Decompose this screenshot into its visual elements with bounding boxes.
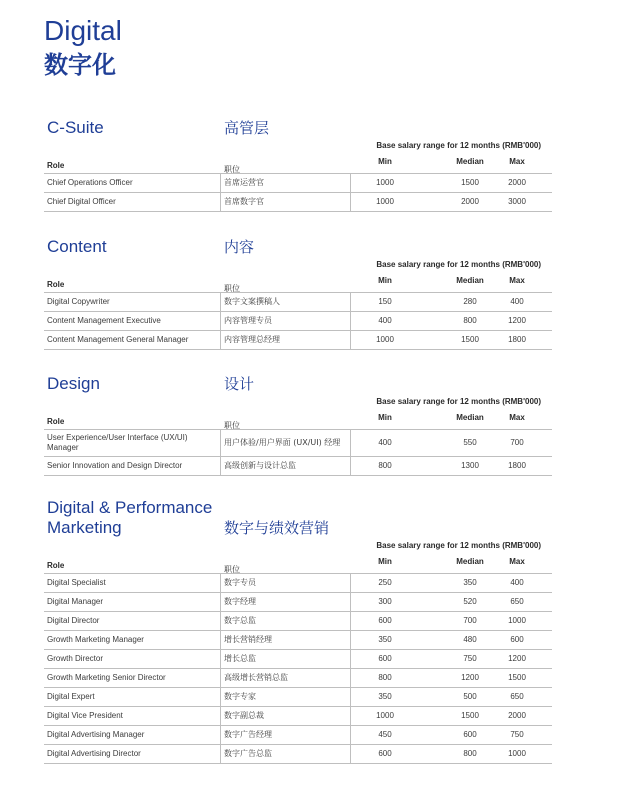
section-title-en: Content [47, 237, 107, 256]
salary-min: 150 [378, 297, 392, 306]
role-name-zh: 增长营销经理 [224, 635, 272, 644]
table-row [44, 707, 552, 726]
salary-median: 700 [463, 616, 477, 625]
column-divider [220, 430, 221, 456]
header-min: Min [378, 413, 392, 422]
column-divider [220, 293, 221, 311]
salary-min: 600 [378, 616, 392, 625]
column-divider [220, 331, 221, 349]
salary-range-label: Base salary range for 12 months (RMB'000) [376, 141, 541, 150]
section-heading [44, 118, 552, 138]
salary-median: 750 [463, 654, 477, 663]
column-divider [220, 193, 221, 211]
salary-median: 350 [463, 578, 477, 587]
role-name: Digital Advertising Director [47, 749, 141, 758]
header-max: Max [509, 157, 525, 166]
table-row [44, 293, 552, 312]
role-name: Senior Innovation and Design Director [47, 461, 183, 470]
table-row [44, 726, 552, 745]
role-name: Digital Specialist [47, 578, 106, 587]
salary-min: 250 [378, 578, 392, 587]
header-role-zh: 职位 [224, 421, 240, 430]
table-row [44, 612, 552, 631]
table-header [44, 559, 552, 574]
salary-max: 2000 [508, 178, 526, 187]
header-max: Max [509, 557, 525, 566]
header-median: Median [456, 557, 484, 566]
salary-max: 3000 [508, 197, 526, 206]
section-heading [44, 498, 552, 538]
section-title-zh: 内容 [224, 238, 255, 256]
salary-max: 1800 [508, 461, 526, 470]
salary-max: 400 [510, 578, 524, 587]
salary-median: 1500 [461, 178, 479, 187]
salary-max: 700 [510, 438, 524, 447]
role-name-zh: 高级创新与设计总监 [224, 461, 296, 470]
salary-max: 400 [510, 297, 524, 306]
table-row [44, 669, 552, 688]
table-row [44, 745, 552, 764]
salary-min: 350 [378, 692, 392, 701]
table-row [44, 631, 552, 650]
role-name: Digital Director [47, 616, 100, 625]
salary-max: 1000 [508, 616, 526, 625]
salary-median: 280 [463, 297, 477, 306]
role-name: Growth Director [47, 654, 104, 663]
table-header [44, 415, 552, 430]
header-role: Role [47, 161, 65, 170]
header-min: Min [378, 557, 392, 566]
salary-max: 2000 [508, 711, 526, 720]
table-row [44, 174, 552, 193]
salary-min: 600 [378, 749, 392, 758]
page-title [44, 15, 122, 81]
header-median: Median [456, 413, 484, 422]
header-min: Min [378, 276, 392, 285]
table-row [44, 457, 552, 476]
role-name: User Experience/User Interface (UX/UI) Manager [47, 433, 188, 452]
role-name: Digital Manager [47, 597, 104, 606]
role-name-zh: 数字副总裁 [224, 711, 264, 720]
salary-median: 480 [463, 635, 477, 644]
salary-max: 600 [510, 635, 524, 644]
table-rows [44, 430, 552, 476]
table-header [44, 159, 552, 174]
role-name-zh: 内容管理专员 [224, 316, 272, 325]
section-title-en: Digital & Performance Marketing [47, 498, 213, 537]
role-name-zh: 增长总监 [224, 654, 256, 663]
role-name-zh: 数字文案撰稿人 [224, 297, 280, 306]
role-name-zh: 高级增长营销总监 [224, 673, 288, 682]
salary-range-label: Base salary range for 12 months (RMB'000) [376, 541, 541, 550]
salary-range-label: Base salary range for 12 months (RMB'000) [376, 397, 541, 406]
salary-min: 800 [378, 673, 392, 682]
salary-min: 800 [378, 461, 392, 470]
role-name: Chief Operations Officer [47, 178, 133, 187]
page-title-en: Digital [44, 15, 122, 46]
column-divider [220, 688, 221, 706]
table-row [44, 593, 552, 612]
role-name: Digital Vice President [47, 711, 123, 720]
section-1 [44, 118, 552, 206]
header-role-zh: 职位 [224, 284, 240, 293]
role-name-zh: 数字广告经理 [224, 730, 272, 739]
role-name-zh: 内容管理总经理 [224, 335, 280, 344]
role-name: Growth Marketing Senior Director [47, 673, 166, 682]
column-divider [220, 650, 221, 668]
column-divider [220, 669, 221, 687]
header-max: Max [509, 276, 525, 285]
role-name: Digital Copywriter [47, 297, 110, 306]
salary-max: 1800 [508, 335, 526, 344]
salary-min: 1000 [376, 711, 394, 720]
column-divider [220, 745, 221, 763]
column-divider [220, 612, 221, 630]
column-divider [220, 574, 221, 592]
table-rows [44, 574, 552, 764]
section-heading [44, 237, 552, 257]
header-min: Min [378, 157, 392, 166]
salary-max: 650 [510, 597, 524, 606]
section-3 [44, 374, 552, 470]
table-header [44, 278, 552, 293]
section-title-zh: 数字与绩效营销 [224, 519, 330, 537]
section-title-en: C-Suite [47, 118, 104, 137]
role-name: Content Management General Manager [47, 335, 189, 344]
section-4 [44, 498, 552, 758]
salary-median: 1500 [461, 711, 479, 720]
salary-median: 800 [463, 749, 477, 758]
role-name-zh: 数字广告总监 [224, 749, 272, 758]
section-title-zh: 设计 [224, 375, 255, 393]
role-name-zh: 数字专员 [224, 578, 256, 587]
role-name: Growth Marketing Manager [47, 635, 144, 644]
column-divider [220, 631, 221, 649]
role-name: Content Management Executive [47, 316, 161, 325]
table-row [44, 574, 552, 593]
column-divider [220, 174, 221, 192]
salary-median: 520 [463, 597, 477, 606]
role-name: Digital Expert [47, 692, 95, 701]
salary-median: 800 [463, 316, 477, 325]
column-divider [220, 593, 221, 611]
table-row [44, 331, 552, 350]
header-role: Role [47, 280, 65, 289]
salary-max: 1200 [508, 316, 526, 325]
role-name-zh: 用户体验/用户界面 (UX/UI) 经理 [224, 438, 341, 447]
header-role: Role [47, 417, 65, 426]
header-role-zh: 职位 [224, 565, 240, 574]
salary-range-label: Base salary range for 12 months (RMB'000) [376, 260, 541, 269]
table-rows [44, 174, 552, 212]
role-name-zh: 首席运营官 [224, 178, 264, 187]
salary-max: 1200 [508, 654, 526, 663]
salary-median: 600 [463, 730, 477, 739]
section-title-en: Design [47, 374, 100, 393]
salary-median: 500 [463, 692, 477, 701]
salary-median: 1300 [461, 461, 479, 470]
section-2 [44, 237, 552, 344]
header-role: Role [47, 561, 65, 570]
table-rows [44, 293, 552, 350]
table-row [44, 650, 552, 669]
role-name-zh: 数字经理 [224, 597, 256, 606]
salary-max: 650 [510, 692, 524, 701]
salary-min: 300 [378, 597, 392, 606]
section-heading [44, 374, 552, 394]
salary-median: 2000 [461, 197, 479, 206]
salary-min: 600 [378, 654, 392, 663]
table-row [44, 688, 552, 707]
role-name-zh: 首席数字官 [224, 197, 264, 206]
salary-min: 400 [378, 438, 392, 447]
column-divider [220, 312, 221, 330]
role-name-zh: 数字专家 [224, 692, 256, 701]
role-name: Digital Advertising Manager [47, 730, 145, 739]
role-name: Chief Digital Officer [47, 197, 116, 206]
table-row [44, 312, 552, 331]
role-name-zh: 数字总监 [224, 616, 256, 625]
salary-min: 450 [378, 730, 392, 739]
salary-min: 400 [378, 316, 392, 325]
salary-max: 750 [510, 730, 524, 739]
page-title-zh: 数字化 [44, 51, 116, 79]
salary-max: 1000 [508, 749, 526, 758]
salary-min: 1000 [376, 335, 394, 344]
column-divider [220, 726, 221, 744]
header-median: Median [456, 157, 484, 166]
section-title-zh: 高管层 [224, 119, 270, 137]
salary-median: 1500 [461, 335, 479, 344]
salary-min: 1000 [376, 197, 394, 206]
header-role-zh: 职位 [224, 165, 240, 174]
salary-min: 1000 [376, 178, 394, 187]
salary-median: 550 [463, 438, 477, 447]
header-max: Max [509, 413, 525, 422]
column-divider [220, 707, 221, 725]
salary-median: 1200 [461, 673, 479, 682]
salary-max: 1500 [508, 673, 526, 682]
header-median: Median [456, 276, 484, 285]
salary-min: 350 [378, 635, 392, 644]
column-divider [220, 457, 221, 475]
table-row [44, 430, 552, 457]
table-row [44, 193, 552, 212]
